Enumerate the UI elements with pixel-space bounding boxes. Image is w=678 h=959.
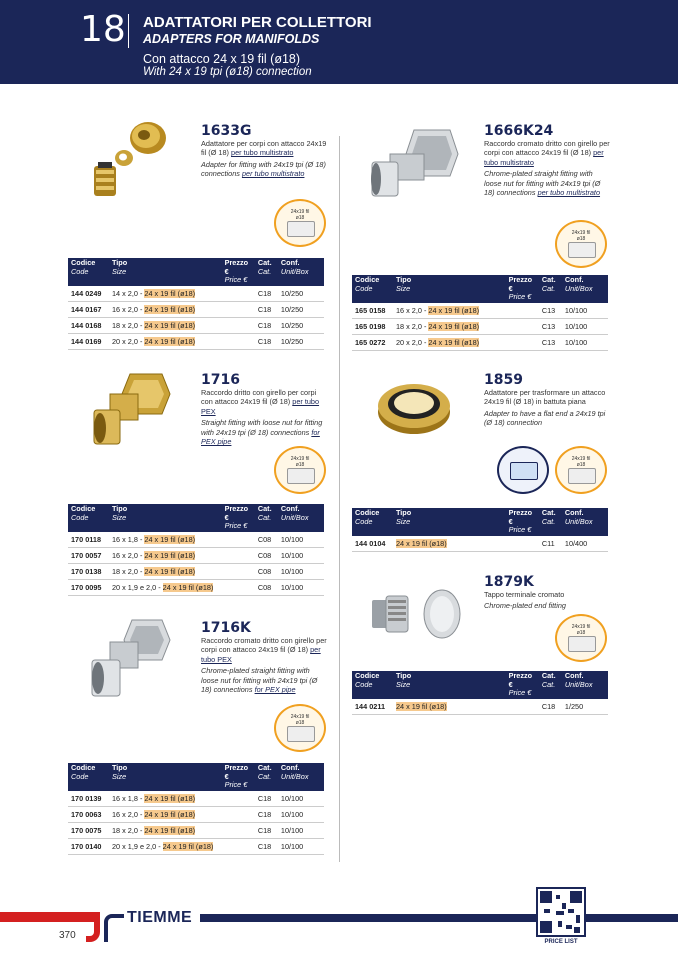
cell-category: C08 <box>255 564 278 580</box>
cell-category: C18 <box>255 302 278 318</box>
table-row <box>352 536 608 552</box>
thread-badge: 24x19 fil ø18 <box>555 446 607 494</box>
product-description <box>484 388 610 428</box>
size-value: 20 x 1,9 e 2,0 - <box>111 583 163 592</box>
column-header: Cat. Cat. <box>539 275 562 303</box>
cell-unit-box: 10/250 <box>278 286 324 302</box>
thread-value: 24 x 19 fil (ø18) <box>144 321 196 330</box>
column-header: Codice Code <box>352 275 393 303</box>
product-table-1716 <box>68 504 324 596</box>
thread-badge: 24x19 fil ø18 <box>274 704 326 752</box>
cell-code: 170 0118 <box>68 532 109 548</box>
table-row <box>352 303 608 319</box>
cell-category: C18 <box>255 839 278 855</box>
link-multilayer-pipe-en[interactable]: per tubo multistrato <box>537 188 601 198</box>
product-table-1666k24 <box>352 275 608 351</box>
size-value: 16 x 2,0 - <box>395 305 429 315</box>
cell-unit-box: 10/100 <box>278 839 324 855</box>
column-header: Codice Code <box>68 258 109 286</box>
table-row <box>68 823 324 839</box>
table-row <box>68 807 324 823</box>
cell-code: 170 0057 <box>68 548 109 564</box>
cell-code: 144 0167 <box>68 302 109 318</box>
cell-price <box>506 303 539 319</box>
table-header-row <box>68 763 324 791</box>
cell-category: C18 <box>255 791 278 807</box>
product-table-1716k <box>68 763 324 855</box>
cell-size <box>393 335 506 351</box>
column-header: Prezzo € Price € <box>506 671 539 699</box>
column-header: Tipo Size <box>109 504 222 532</box>
description-en: Adapter to have a flat end a 24x19 tpi (Ø 18) connection <box>484 408 606 428</box>
thread-badge: 24x19 fil ø18 <box>555 220 607 268</box>
footer-red-curve <box>86 912 100 942</box>
cell-category: C13 <box>539 335 562 351</box>
thread-value: 24 x 19 fil (ø18) <box>144 305 196 314</box>
cell-unit-box: 1/250 <box>562 699 608 715</box>
cell-unit-box: 10/100 <box>278 532 324 548</box>
cell-price <box>222 532 255 548</box>
header-divider <box>128 14 129 48</box>
cell-price <box>222 286 255 302</box>
product-photo-1716 <box>88 370 178 450</box>
column-header: Tipo Size <box>393 671 506 699</box>
column-header: Conf. Unit/Box <box>562 275 608 303</box>
link-pex-pipe-en[interactable]: for PEX pipe <box>201 427 320 447</box>
cell-code: 144 0168 <box>68 318 109 334</box>
column-header: Conf. Unit/Box <box>562 508 608 536</box>
price-list-label: PRICE LIST <box>544 939 578 945</box>
cell-price <box>222 791 255 807</box>
table-row <box>68 302 324 318</box>
cell-price <box>222 318 255 334</box>
product-table-1633g <box>68 258 324 350</box>
product-code: 1633G <box>201 123 252 139</box>
size-value: 16 x 1,8 - <box>111 534 145 544</box>
product-description <box>201 388 327 446</box>
table-row <box>68 564 324 580</box>
cell-code: 144 0104 <box>352 536 393 552</box>
column-header: Cat. Cat. <box>539 508 562 536</box>
column-header: Tipo Size <box>393 275 506 303</box>
cell-price <box>222 580 255 596</box>
column-header: Cat. Cat. <box>539 671 562 699</box>
thread-value: 24 x 19 fil (ø18) <box>428 322 480 331</box>
table-row <box>68 532 324 548</box>
description-en: Chrome-plated end fitting <box>484 601 566 611</box>
cell-category: C13 <box>539 303 562 319</box>
product-photo-1666k24 <box>366 126 466 206</box>
column-header: Conf. Unit/Box <box>278 763 324 791</box>
cell-unit-box: 10/100 <box>562 335 608 351</box>
description-it: Adattatore per corpi con attacco 24x19 fil (Ø 18) <box>201 139 327 158</box>
description-it: Raccordo cromato dritto con girello per corpi con attacco 24x19 fil (Ø 18) <box>201 636 327 655</box>
thread-value: 24 x 19 fil (ø18) <box>144 534 196 544</box>
cell-unit-box: 10/100 <box>278 807 324 823</box>
table-row <box>68 791 324 807</box>
column-divider <box>339 136 340 862</box>
cell-category: C08 <box>255 532 278 548</box>
cell-price <box>222 807 255 823</box>
table-row <box>352 319 608 335</box>
link-multilayer-pipe[interactable]: per tubo multistrato <box>484 148 604 167</box>
thread-badge: 24x19 fil ø18 <box>274 446 326 494</box>
size-value: 18 x 2,0 - <box>111 321 145 330</box>
thread-value: 24 x 19 fil (ø18) <box>428 338 480 347</box>
cell-price <box>222 564 255 580</box>
cell-code: 165 0272 <box>352 335 393 351</box>
thread-badge: 24x19 fil ø18 <box>555 614 607 662</box>
cell-size <box>109 532 222 548</box>
thread-value: 24 x 19 fil (ø18) <box>395 538 447 548</box>
link-multilayer-pipe-en[interactable]: per tubo multistrato <box>241 169 305 179</box>
column-header: Tipo Size <box>109 258 222 286</box>
product-photo-1633g <box>86 116 172 202</box>
cell-category: C18 <box>255 823 278 839</box>
size-value: 20 x 1,9 e 2,0 - <box>111 842 163 851</box>
thread-value: 24 x 19 fil (ø18) <box>144 567 196 576</box>
cell-code: 170 0075 <box>68 823 109 839</box>
column-header: Tipo Size <box>393 508 506 536</box>
cell-unit-box: 10/250 <box>278 334 324 350</box>
product-table-1879k <box>352 671 608 715</box>
table-row <box>68 839 324 855</box>
cell-code: 165 0158 <box>352 303 393 319</box>
size-value: 18 x 2,0 - <box>111 826 145 835</box>
cell-unit-box: 10/100 <box>278 791 324 807</box>
cell-size <box>109 839 222 855</box>
thread-value: 24 x 19 fil (ø18) <box>144 793 196 803</box>
table-header-row <box>68 504 324 532</box>
footer-red-stripe <box>0 912 96 922</box>
product-photo-1879k <box>366 586 466 642</box>
table-row <box>68 318 324 334</box>
product-table-1859 <box>352 508 608 552</box>
size-value: 16 x 2,0 - <box>111 810 145 819</box>
cell-category: C08 <box>255 580 278 596</box>
section-title-it: ADATTATORI PER COLLETTORI <box>143 14 372 31</box>
cell-code: 170 0095 <box>68 580 109 596</box>
table-row <box>68 580 324 596</box>
cell-unit-box: 10/100 <box>278 564 324 580</box>
column-header: Codice Code <box>352 671 393 699</box>
thread-value: 24 x 19 fil (ø18) <box>144 826 196 835</box>
cell-price <box>222 302 255 318</box>
page-number: 370 <box>59 930 76 941</box>
size-value: 16 x 2,0 - <box>111 305 145 314</box>
column-header: Prezzo € Price € <box>506 508 539 536</box>
column-header: Prezzo € Price € <box>222 258 255 286</box>
cell-price <box>506 319 539 335</box>
cell-category: C18 <box>255 334 278 350</box>
cell-category: C18 <box>539 699 562 715</box>
column-header: Codice Code <box>352 508 393 536</box>
cell-price <box>222 548 255 564</box>
cell-category: C13 <box>539 319 562 335</box>
size-value: 18 x 2,0 - <box>111 567 145 576</box>
cell-price <box>506 699 539 715</box>
cell-category: C11 <box>539 536 562 552</box>
cell-unit-box: 10/250 <box>278 318 324 334</box>
column-header: Tipo Size <box>109 763 222 791</box>
cell-code: 170 0139 <box>68 791 109 807</box>
thread-value: 24 x 19 fil (ø18) <box>144 810 196 819</box>
cell-code: 170 0140 <box>68 839 109 855</box>
column-header: Conf. Unit/Box <box>278 258 324 286</box>
size-value: 16 x 2,0 - <box>111 551 145 560</box>
size-value: 14 x 2,0 - <box>111 288 145 298</box>
thread-value: 24 x 19 fil (ø18) <box>144 337 196 346</box>
cell-category: C18 <box>255 807 278 823</box>
description-en: Adapter for fitting with 24x19 tpi (Ø 18) connections per tubo multistrato <box>201 159 326 179</box>
cell-size <box>109 791 222 807</box>
cell-code: 144 0169 <box>68 334 109 350</box>
cell-size <box>109 318 222 334</box>
description-it: Adattatore per trasformare un attacco 24x19 fil (Ø 18) in battuta piana <box>484 388 606 407</box>
cell-unit-box: 10/100 <box>278 548 324 564</box>
cell-size <box>109 580 222 596</box>
table-row <box>68 286 324 302</box>
product-code: 1716K <box>201 620 251 636</box>
cell-size <box>393 699 506 715</box>
thread-value: 24 x 19 fil (ø18) <box>395 701 447 711</box>
column-header: Prezzo € Price € <box>506 275 539 303</box>
table-row <box>68 548 324 564</box>
table-header-row <box>68 258 324 286</box>
description-en: Straight fitting with loose nut for fitting with 24x19 tpi (Ø 18) connections for PEX pipe <box>201 418 323 447</box>
cell-unit-box: 10/100 <box>278 580 324 596</box>
flat-end-diagram <box>497 446 549 494</box>
cell-size <box>393 536 506 552</box>
cell-unit-box: 10/400 <box>562 536 608 552</box>
column-header: Cat. Cat. <box>255 763 278 791</box>
cell-unit-box: 10/100 <box>562 303 608 319</box>
thread-badge: 24x19 fil ø18 <box>274 199 326 247</box>
cell-price <box>222 823 255 839</box>
cell-price <box>506 335 539 351</box>
section-number: 18 <box>80 9 126 50</box>
product-description <box>201 636 327 694</box>
cell-size <box>109 334 222 350</box>
cell-code: 170 0063 <box>68 807 109 823</box>
price-list-qr-code[interactable] <box>536 887 586 937</box>
table-header-row <box>352 275 608 303</box>
cell-price <box>222 334 255 350</box>
cell-size <box>109 564 222 580</box>
table-row <box>352 335 608 351</box>
column-header: Conf. Unit/Box <box>278 504 324 532</box>
description-en: Chrome-plated straight fitting with loose nut for fitting with 24x19 tpi (Ø 18) connections per tubo multistrato <box>484 169 601 198</box>
cell-price <box>506 536 539 552</box>
size-value: 16 x 1,8 - <box>111 793 145 803</box>
cell-unit-box: 10/100 <box>278 823 324 839</box>
cell-size <box>109 807 222 823</box>
product-description <box>484 139 610 197</box>
link-multilayer-pipe[interactable]: per tubo multistrato <box>231 148 294 158</box>
cell-size <box>109 302 222 318</box>
product-photo-1716k <box>86 616 176 700</box>
cell-category: C18 <box>255 286 278 302</box>
column-header: Codice Code <box>68 504 109 532</box>
table-row <box>68 334 324 350</box>
link-pex-pipe[interactable]: per tubo PEX <box>201 645 321 664</box>
cell-unit-box: 10/100 <box>562 319 608 335</box>
cell-code: 144 0211 <box>352 699 393 715</box>
product-code: 1859 <box>484 372 523 388</box>
thread-value: 24 x 19 fil (ø18) <box>162 842 214 851</box>
section-subtitle-en: With 24 x 19 tpi (ø18) connection <box>143 66 312 78</box>
thread-value: 24 x 19 fil (ø18) <box>162 583 214 592</box>
product-code: 1716 <box>201 372 240 388</box>
product-code: 1879K <box>484 574 534 590</box>
brand-logo: TIEMME <box>127 909 193 926</box>
thread-value: 24 x 19 fil (ø18) <box>144 288 196 298</box>
cell-code: 144 0249 <box>68 286 109 302</box>
table-header-row <box>352 508 608 536</box>
cell-size <box>109 823 222 839</box>
product-description <box>484 590 610 611</box>
column-header: Codice Code <box>68 763 109 791</box>
cell-category: C18 <box>255 318 278 334</box>
column-header: Cat. Cat. <box>255 258 278 286</box>
column-header: Prezzo € Price € <box>222 763 255 791</box>
table-row <box>352 699 608 715</box>
column-header: Prezzo € Price € <box>222 504 255 532</box>
footer-blue-stripe <box>200 914 678 922</box>
section-title-en: ADAPTERS FOR MANIFOLDS <box>143 32 320 46</box>
description-en: Chrome-plated straight fitting with loose nut for fitting with 24x19 tpi (Ø 18) connections for PEX pipe <box>201 666 318 695</box>
link-pex-pipe[interactable]: per tubo PEX <box>201 397 320 416</box>
cell-category: C08 <box>255 548 278 564</box>
column-header: Cat. Cat. <box>255 504 278 532</box>
table-header-row <box>352 671 608 699</box>
footer-blue-curve <box>104 914 124 942</box>
description-it: Raccordo dritto con girello per corpi con attacco 24x19 fil (Ø 18) <box>201 388 317 407</box>
description-it: Raccordo cromato dritto con girello per corpi con attacco 24x19 fil (Ø 18) <box>484 139 610 158</box>
size-value: 20 x 2,0 - <box>395 338 429 347</box>
cell-unit-box: 10/250 <box>278 302 324 318</box>
size-value: 20 x 2,0 - <box>111 337 145 346</box>
cell-size <box>109 548 222 564</box>
cell-code: 165 0198 <box>352 319 393 335</box>
page-header <box>0 0 678 84</box>
cell-size <box>393 319 506 335</box>
section-subtitle-it: Con attacco 24 x 19 fil (ø18) <box>143 52 301 66</box>
thread-value: 24 x 19 fil (ø18) <box>428 305 480 315</box>
cell-price <box>222 839 255 855</box>
cell-code: 170 0138 <box>68 564 109 580</box>
column-header: Conf. Unit/Box <box>562 671 608 699</box>
description-it: Tappo terminale cromato <box>484 590 565 599</box>
product-photo-1859 <box>374 378 454 438</box>
cell-size <box>393 303 506 319</box>
cell-size <box>109 286 222 302</box>
product-code: 1666K24 <box>484 123 554 139</box>
link-pex-pipe-en[interactable]: for PEX pipe <box>254 685 296 695</box>
product-description <box>201 139 327 179</box>
size-value: 18 x 2,0 - <box>395 322 429 331</box>
thread-value: 24 x 19 fil (ø18) <box>144 551 196 560</box>
